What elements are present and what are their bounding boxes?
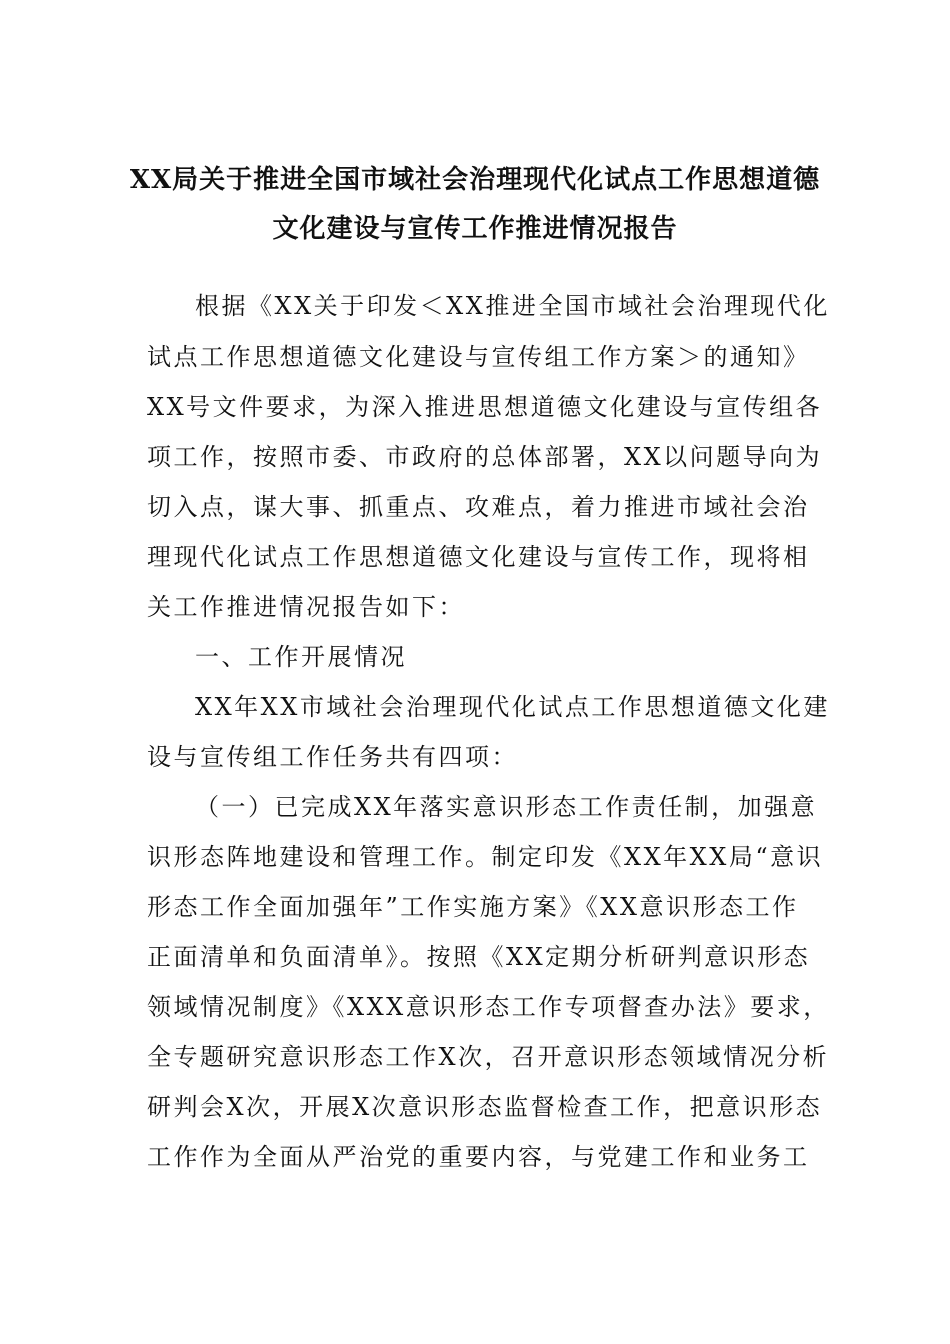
paragraph-line: XX年XX市域社会治理现代化试点工作思想道德文化建 (195, 693, 830, 721)
paragraph-line: 工作作为全面从严治党的重要内容，与党建工作和业务工 (147, 1143, 810, 1171)
section-heading: 一、工作开展情况 (195, 643, 407, 671)
paragraph-line: 领域情况制度》《XXX意识形态工作专项督查办法》要求， (147, 993, 830, 1021)
paragraph-line: 根据《XX关于印发＜XX推进全国市域社会治理现代化 (195, 292, 830, 320)
paragraph-line: 识形态阵地建设和管理工作。制定印发《XX年XX局“意识 (147, 843, 824, 871)
paragraph-line: 设与宣传组工作任务共有四项： (147, 743, 518, 771)
paragraph-line: 关工作推进情况报告如下： (147, 593, 465, 621)
paragraph-line: XX号文件要求，为深入推进思想道德文化建设与宣传组各 (147, 393, 823, 421)
document-title-line-2: 文化建设与宣传工作推进情况报告 (272, 214, 678, 244)
document-title-line-1: XX局关于推进全国市域社会治理现代化试点工作思想道德 (129, 165, 821, 195)
paragraph-line: 理现代化试点工作思想道德文化建设与宣传工作，现将相 (147, 543, 810, 571)
paragraph-line: 切入点，谋大事、抓重点、攻难点，着力推进市域社会治 (147, 493, 810, 521)
paragraph-line: 正面清单和负面清单》。按照《XX定期分析研判意识形态 (147, 943, 811, 971)
paragraph-line: 项工作，按照市委、市政府的总体部署，XX以问题导向为 (147, 443, 823, 471)
subsection-line: （一）已完成XX年落实意识形态工作责任制，加强意 (195, 793, 818, 821)
paragraph-line: 全专题研究意识形态工作X次，召开意识形态领域情况分析 (147, 1043, 830, 1071)
paragraph-line: 研判会X次，开展X次意识形态监督检查工作，把意识形态 (147, 1093, 823, 1121)
paragraph-line: 形态工作全面加强年”工作实施方案》《XX意识形态工作 (147, 893, 799, 921)
paragraph-line: 试点工作思想道德文化建设与宣传组工作方案＞的通知》 (147, 343, 810, 371)
